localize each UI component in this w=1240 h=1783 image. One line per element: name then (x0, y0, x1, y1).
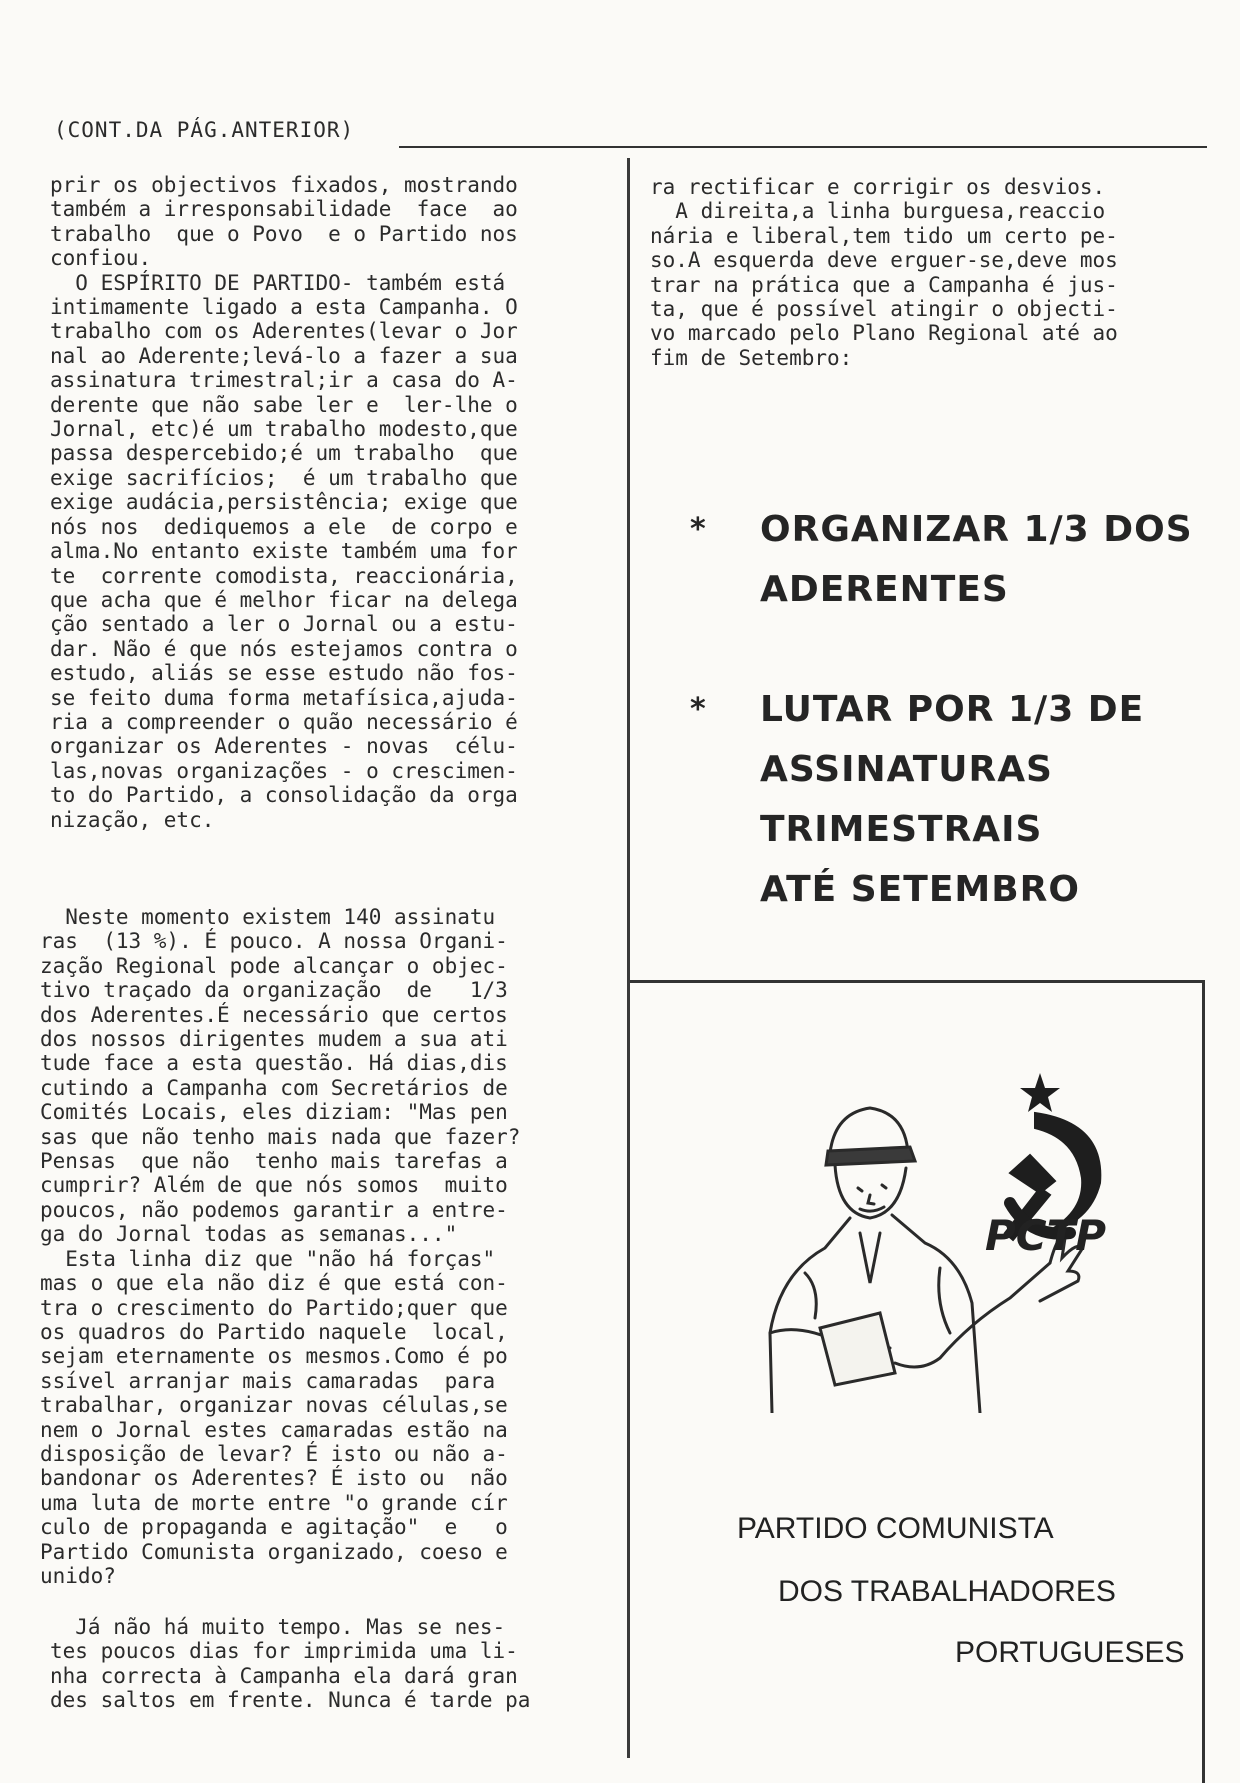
text-line: sas que não tenho mais nada que fazer? (40, 1124, 521, 1149)
text-line: nização, etc. (50, 807, 215, 832)
text-line: Jornal, etc)é um trabalho modesto,que (50, 417, 518, 442)
party-name-line-3: PORTUGUESES (955, 1636, 1185, 1669)
slogan-line: ORGANIZAR 1/3 DOS (760, 509, 1193, 550)
slogans (690, 500, 1230, 920)
text-line: tivo traçado da organização de 1/3 (40, 978, 508, 1003)
text-line: intimamente ligado a esta Campanha. O (50, 295, 518, 320)
text-line: estudo, aliás se esse estudo não fos- (50, 661, 518, 686)
right-column-text (650, 175, 1118, 370)
text-line: te corrente comodista, reaccionária, (50, 563, 518, 588)
text-line: A direita,a linha burguesa,reaccio (650, 199, 1106, 224)
text-line: nária e liberal,tem tido um certo pe- (650, 223, 1118, 248)
text-line: nem o Jornal estes camaradas estão na (40, 1417, 508, 1442)
text-line: dar. Não é que nós estejamos contra o (50, 636, 518, 661)
asterisk-icon: * (690, 512, 707, 547)
text-line: O ESPÍRITO DE PARTIDO- também está (50, 270, 506, 295)
text-line: Pensas que não tenho mais tarefas a (40, 1149, 508, 1174)
text-line: ssível arranjar mais camaradas para (40, 1368, 496, 1393)
text-line: culo de propaganda e agitação" e o (40, 1515, 508, 1540)
text-line: também a irresponsabilidade face ao (50, 197, 518, 222)
text-line: bandonar os Aderentes? É isto ou não (40, 1466, 508, 1491)
text-line: Partido Comunista organizado, coeso e (40, 1539, 508, 1564)
text-line: trabalhar, organizar novas células,se (40, 1393, 508, 1418)
slogan-line: LUTAR POR 1/3 DE (760, 689, 1145, 730)
text-line: dos Aderentes.É necessário que certos (40, 1002, 508, 1027)
text-line: se feito duma forma metafísica,ajuda- (50, 685, 518, 710)
slogan-line: ADERENTES (760, 569, 1009, 610)
text-line: sejam eternamente os mesmos.Como é po (40, 1344, 508, 1369)
text-line: mas o que ela não diz é que está con- (40, 1271, 508, 1296)
continuation-header (54, 118, 1214, 152)
text-line: tude face a esta questão. Há dias,dis (40, 1051, 508, 1076)
text-line: ras (13 %). É pouco. A nossa Organi- (40, 929, 508, 954)
text-line: os quadros do Partido naquele local, (40, 1319, 508, 1344)
text-line: fim de Setembro: (650, 345, 853, 370)
text-line: nal ao Aderente;levá-lo a fazer a sua (50, 343, 518, 368)
text-line: to do Partido, a consolidação da orga (50, 783, 518, 808)
text-line: zação Regional pode alcançar o objec- (40, 953, 508, 978)
text-line: que acha que é melhor ficar na delega (50, 587, 518, 612)
text-line: so.A esquerda deve erguer-se,deve mos (650, 248, 1118, 273)
text-line: trabalho com os Aderentes(levar o Jor (50, 319, 518, 344)
text-line: vo marcado pelo Plano Regional até ao (650, 321, 1118, 346)
party-name-line-2: DOS TRABALHADORES (778, 1575, 1116, 1608)
text-line: Neste momento existem 140 assinatu (40, 905, 496, 929)
continuation-label: (CONT.DA PÁG.ANTERIOR) (54, 118, 355, 142)
text-line: cumprir? Além de que nós somos muito (40, 1173, 508, 1198)
text-line: ra rectificar e corrigir os desvios. (650, 175, 1106, 199)
text-line: unido? (40, 1563, 116, 1588)
text-line: prir os objectivos fixados, mostrando (50, 173, 518, 197)
text-line: trabalho que o Povo e o Partido nos (50, 221, 518, 246)
text-line: ta, que é possível atingir o objecti- (650, 297, 1118, 322)
text-line: assinatura trimestral;ir a casa do A- (50, 368, 518, 393)
slogan-line: ASSINATURAS (760, 749, 1053, 790)
text-line: alma.No entanto existe também uma for (50, 539, 518, 564)
text-line: trar na prática que a Campanha é jus- (650, 272, 1118, 297)
text-line: dos nossos dirigentes mudem a sua ati (40, 1027, 508, 1052)
text-line: ga do Jornal todas as semanas..." (40, 1222, 458, 1247)
text-line: disposição de levar? É isto ou não a- (40, 1441, 508, 1466)
text-line: ção sentado a ler o Jornal ou a estu- (50, 612, 518, 637)
text-line: exige audácia,persistência; exige que (50, 490, 518, 515)
party-box (630, 980, 1205, 1783)
left-column-block-a (50, 173, 518, 832)
left-column-block-b (40, 905, 520, 1588)
text-line: exige sacrifícios; é um trabalho que (50, 465, 518, 490)
text-line: tes poucos dias for imprimida uma li- (50, 1639, 518, 1664)
text-line: ria a compreender o quão necessário é (50, 709, 518, 734)
slogan-line: TRIMESTRAIS (760, 809, 1043, 850)
text-line: Comités Locais, eles diziam: "Mas pen (40, 1100, 508, 1125)
slogan-fight (690, 680, 1230, 920)
text-line: organizar os Aderentes - novas célu- (50, 734, 518, 759)
asterisk-icon: * (690, 692, 707, 727)
text-line: poucos, não podemos garantir a entre- (40, 1197, 508, 1222)
logo-acronym: PCTP (985, 1211, 1107, 1260)
text-line: Já não há muito tempo. Mas se nes- (50, 1615, 506, 1639)
text-line: uma luta de morte entre "o grande cír (40, 1490, 508, 1515)
slogan-organize (690, 500, 1230, 620)
star-icon (1020, 1073, 1060, 1112)
text-line: des saltos em frente. Nunca é tarde pa (50, 1688, 531, 1713)
text-line: derente que não sabe ler e ler-lhe o (50, 392, 518, 417)
left-column-block-c (50, 1615, 530, 1713)
slogan-line: ATÉ SETEMBRO (760, 869, 1081, 910)
text-line: tra o crescimento do Partido;quer que (40, 1295, 508, 1320)
party-name-line-1: PARTIDO COMUNISTA (737, 1512, 1054, 1545)
text-line: las,novas organizações - o crescimen- (50, 758, 518, 783)
text-line: passa despercebido;é um trabalho que (50, 441, 518, 466)
text-line: Esta linha diz que "não há forças" (40, 1246, 496, 1271)
text-line: confiou. (50, 246, 152, 271)
text-line: nha correcta à Campanha ela dará gran (50, 1663, 518, 1688)
header-rule (399, 146, 1207, 148)
text-line: nós nos dediquemos a ele de corpo e (50, 514, 518, 539)
text-line: cutindo a Campanha com Secretários de (40, 1075, 508, 1100)
